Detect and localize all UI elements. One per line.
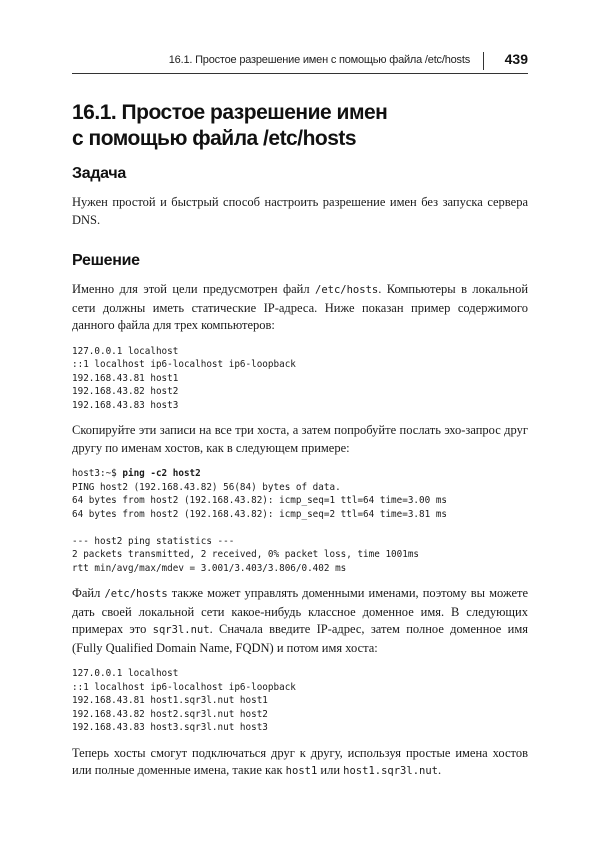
code-line: --- host2 ping statistics ---	[72, 535, 235, 547]
text-run: Теперь хосты смогут подключаться друг к другу, используя простые имена хостов или полные доменные имена, такие как	[72, 745, 528, 777]
solution-paragraph-1	[72, 281, 528, 335]
solution-paragraph-3	[72, 585, 528, 657]
code-line: 192.168.43.83 host3.sqr3l.nut host3	[72, 722, 268, 733]
inline-code: /etc/hosts	[104, 588, 168, 600]
code-line: 64 bytes from host2 (192.168.43.82): icmp_seq=1 ttl=64 time=3.00 ms	[72, 495, 448, 506]
shell-command: ping -c2 host2	[122, 468, 201, 479]
code-line: PING host2 (192.168.43.82) 56(84) bytes of data.	[72, 481, 341, 493]
code-block-hosts-fqdn	[72, 667, 528, 735]
text-run: Именно для этой цели предусмотрен файл	[72, 282, 315, 296]
task-heading: Задача	[72, 165, 126, 182]
page-number: 439	[504, 51, 528, 67]
code-line: 192.168.43.82 host2	[72, 386, 179, 397]
text-run: также может управлять доменными именами, поэтому вы можете дать своей локальной сети какое-нибудь классное доменное имя. В следующих примерах это	[72, 586, 529, 636]
inline-code: host1	[285, 765, 318, 777]
code-line: 192.168.43.82 host2.sqr3l.nut host2	[72, 708, 268, 720]
code-line: 192.168.43.81 host1.sqr3l.nut host1	[72, 695, 268, 706]
code-line	[72, 467, 528, 481]
inline-code: /etc/hosts	[315, 284, 379, 296]
section-title	[72, 100, 528, 152]
code-line: rtt min/avg/max/mdev = 3.001/3.403/3.806/0.402 ms	[72, 562, 347, 574]
header-rule	[72, 73, 528, 74]
code-line: 64 bytes from host2 (192.168.43.82): icmp_seq=2 ttl=64 time=3.81 ms	[72, 508, 448, 520]
running-head-separator	[483, 52, 484, 70]
running-head	[72, 52, 528, 72]
code-line: 127.0.0.1 localhost	[72, 668, 179, 679]
code-line: 192.168.43.83 host3	[72, 399, 179, 411]
code-output	[72, 481, 528, 576]
text-run: или	[317, 763, 344, 777]
text-run: . Сначала введите IP-адрес, затем полное доменное имя (Fully Qualified Domain Name, FQDN) и потом имя хоста:	[72, 622, 528, 655]
text-run: Файл	[72, 586, 105, 600]
shell-prompt: host3:~$	[72, 468, 123, 479]
page-content	[72, 100, 528, 781]
section-title-line1: 16.1. Простое разрешение имен	[72, 101, 388, 124]
text-run: . Компьютеры в локальной сети должны иметь статические IP-адреса. Ниже показан пример содержимого данного файла для трех компьютеров:	[72, 282, 529, 332]
code-line: 2 packets transmitted, 2 received, 0% packet loss, time 1001ms	[72, 549, 420, 560]
code-block-hosts	[72, 345, 528, 413]
code-line: 192.168.43.81 host1	[72, 372, 179, 384]
section-title-line2: с помощью файла /etc/hosts	[72, 127, 357, 150]
solution-paragraph-4	[72, 745, 528, 781]
running-head-title: 16.1. Простое разрешение имен с помощью файла /etc/hosts	[168, 54, 470, 66]
inline-code: host1.sqr3l.nut	[343, 765, 438, 777]
solution-heading: Решение	[72, 252, 140, 269]
task-paragraph: Нужен простой и быстрый способ настроить разрешение имен без запуска сервера DNS.	[72, 195, 528, 227]
code-block-ping	[72, 467, 528, 575]
solution-paragraph-2: Скопируйте эти записи на все три хоста, а затем попробуйте послать эхо-запрос друг другу по именам хостов, как в следующем примере:	[72, 423, 528, 455]
text-run: .	[437, 763, 442, 777]
code-line: ::1 localhost ip6-localhost ip6-loopback	[72, 681, 296, 693]
inline-code: sqr3l.nut	[152, 624, 210, 636]
code-line: 127.0.0.1 localhost	[72, 345, 179, 357]
code-line: ::1 localhost ip6-localhost ip6-loopback	[72, 359, 296, 370]
code-line	[72, 521, 528, 535]
